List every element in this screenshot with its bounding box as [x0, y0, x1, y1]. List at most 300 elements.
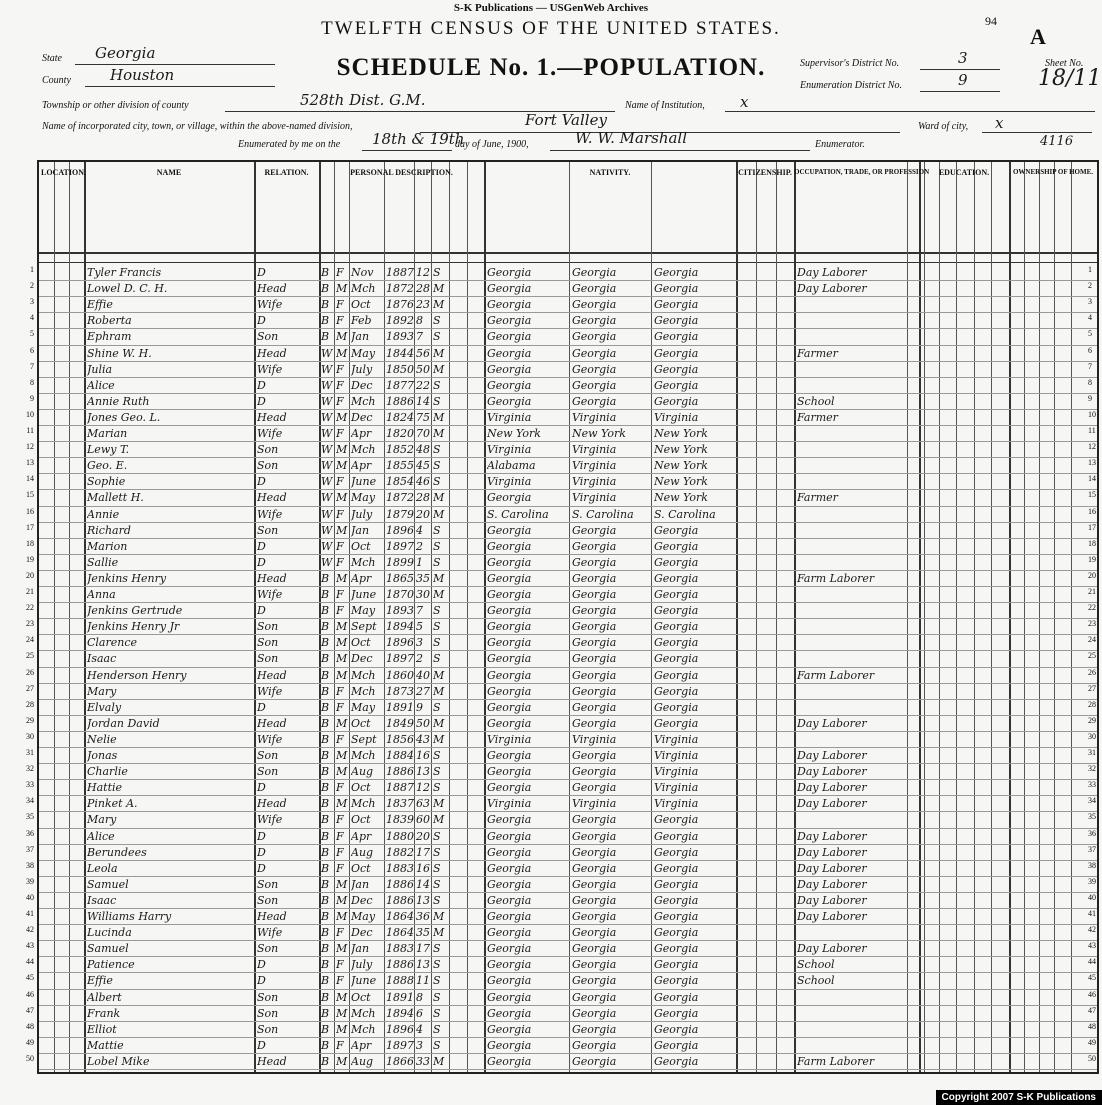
- cell-fb: Georgia: [572, 362, 617, 376]
- cell-ms: S: [433, 330, 441, 344]
- row-number: 4: [30, 313, 34, 323]
- table-row: [39, 265, 1097, 281]
- row-number: 42: [26, 925, 34, 935]
- cell-race: W: [321, 555, 333, 569]
- cell-mo: June: [351, 974, 377, 988]
- institution-label: Name of Institution,: [625, 100, 705, 111]
- cell-occ: School: [797, 958, 835, 972]
- table-row: [39, 539, 1097, 555]
- row-number: 10: [26, 409, 34, 419]
- header-location: LOCATION.: [41, 168, 86, 177]
- row-number-right: 28: [1088, 699, 1096, 709]
- cell-mb: Georgia: [654, 893, 699, 907]
- cell-mo: Mch: [351, 1006, 376, 1020]
- cell-ms: M: [433, 910, 445, 923]
- cell-fb: Georgia: [572, 893, 617, 907]
- cell-mb: Georgia: [654, 523, 699, 537]
- cell-sex: M: [336, 523, 348, 537]
- cell-sex: F: [336, 555, 344, 569]
- cell-fb: Georgia: [572, 1006, 617, 1020]
- cell-pb: Georgia: [487, 588, 532, 601]
- cell-pb: Georgia: [487, 1038, 532, 1052]
- cell-occ: Day Laborer: [797, 861, 867, 875]
- row-number-right: 36: [1088, 828, 1096, 838]
- cell-name: Geo. E.: [87, 459, 128, 473]
- cell-mb: Virginia: [654, 732, 699, 746]
- county-label: County: [42, 75, 71, 86]
- cell-rel: Wife: [257, 813, 283, 827]
- cell-mb: Georgia: [654, 266, 699, 279]
- cell-age: 13: [416, 958, 430, 972]
- table-row: [39, 668, 1097, 684]
- cell-yr: 1888: [386, 974, 414, 988]
- table-row: [39, 893, 1097, 909]
- cell-ms: S: [433, 1038, 441, 1052]
- cell-race: W: [321, 427, 333, 440]
- row-number-right: 7: [1088, 361, 1092, 371]
- cell-fb: Georgia: [572, 555, 617, 569]
- cell-yr: 1891: [386, 990, 414, 1004]
- cell-mb: Georgia: [654, 588, 699, 601]
- cell-name: Tyler Francis: [87, 266, 162, 279]
- row-number: 17: [26, 522, 34, 532]
- cell-sex: M: [336, 1006, 348, 1020]
- cell-age: 46: [416, 475, 430, 489]
- row-number-right: 21: [1088, 587, 1096, 596]
- row-number-right: 31: [1088, 748, 1096, 757]
- table-row: [39, 313, 1097, 329]
- cell-ms: M: [433, 716, 445, 730]
- cell-mb: New York: [654, 475, 708, 489]
- cell-age: 70: [416, 427, 430, 440]
- row-number: 40: [26, 892, 34, 902]
- cell-fb: Georgia: [572, 298, 617, 312]
- cell-mb: Georgia: [654, 958, 699, 972]
- cell-mb: Georgia: [654, 604, 699, 618]
- cell-pb: Georgia: [487, 877, 532, 891]
- table-row: [39, 829, 1097, 845]
- cell-name: Berundees: [87, 845, 147, 859]
- cell-occ: Day Laborer: [797, 942, 867, 956]
- cell-race: B: [321, 1054, 330, 1068]
- cell-rel: Head: [257, 668, 287, 682]
- cell-sex: F: [336, 427, 344, 440]
- cell-mo: Sept: [351, 732, 377, 746]
- cell-occ: Farm Laborer: [797, 1054, 875, 1068]
- cell-pb: Georgia: [487, 700, 532, 714]
- cell-sex: F: [336, 475, 344, 489]
- cell-yr: 1872: [386, 491, 414, 505]
- cell-yr: 1886: [386, 765, 414, 779]
- cell-fb: Georgia: [572, 539, 617, 553]
- cell-sex: M: [336, 990, 348, 1004]
- row-number-right: 12: [1088, 442, 1096, 452]
- cell-rel: Head: [257, 1054, 287, 1068]
- cell-yr: 1870: [386, 588, 414, 601]
- cell-race: B: [321, 829, 330, 843]
- cell-occ: Day Laborer: [797, 845, 867, 859]
- cell-rel: Wife: [257, 588, 283, 601]
- cell-mb: Georgia: [654, 829, 699, 843]
- cell-sex: F: [336, 684, 344, 698]
- cell-mb: Georgia: [654, 990, 699, 1004]
- cell-fb: Georgia: [572, 829, 617, 843]
- cell-mo: Mch: [351, 555, 376, 569]
- enumerator-name: W. W. Marshall: [575, 129, 688, 147]
- cell-pb: Virginia: [487, 443, 532, 457]
- cell-rel: D: [257, 958, 266, 972]
- cell-pb: Georgia: [487, 620, 532, 634]
- cell-rel: Son: [257, 1006, 279, 1020]
- cell-mb: Georgia: [654, 314, 699, 328]
- cell-race: B: [321, 797, 330, 811]
- cell-rel: Son: [257, 330, 279, 344]
- cell-occ: Farm Laborer: [797, 668, 875, 682]
- row-number: 14: [26, 474, 34, 484]
- cell-mb: Georgia: [654, 700, 699, 714]
- cell-sex: M: [336, 765, 348, 779]
- cell-race: B: [321, 1038, 330, 1052]
- cell-ms: S: [433, 700, 441, 714]
- cell-ms: S: [433, 555, 441, 569]
- cell-sex: F: [336, 974, 344, 988]
- row-number: 24: [26, 635, 34, 645]
- cell-yr: 1883: [386, 861, 414, 875]
- cell-mb: Georgia: [654, 1054, 699, 1068]
- cell-age: 33: [416, 1054, 430, 1068]
- cell-age: 4: [416, 523, 423, 537]
- cell-name: Effie: [87, 974, 113, 988]
- cell-pb: Georgia: [487, 378, 532, 392]
- cell-race: B: [321, 1006, 330, 1020]
- cell-mo: Oct: [351, 716, 371, 730]
- cell-race: W: [321, 410, 333, 424]
- table-row: [39, 507, 1097, 523]
- cell-fb: Georgia: [572, 910, 617, 923]
- table-row: [39, 812, 1097, 828]
- cell-mo: July: [351, 958, 373, 972]
- cell-mo: Jan: [351, 942, 370, 956]
- cell-mb: Georgia: [654, 1022, 699, 1036]
- cell-yr: 1886: [386, 877, 414, 891]
- cell-yr: 1839: [386, 813, 414, 827]
- cell-fb: Georgia: [572, 652, 617, 666]
- cell-name: Pinket A.: [87, 797, 138, 811]
- cell-occ: Day Laborer: [797, 765, 867, 779]
- cell-rel: D: [257, 314, 266, 328]
- cell-name: Jones Geo. L.: [87, 410, 161, 424]
- cell-name: Patience: [87, 958, 135, 972]
- row-number: 13: [26, 458, 34, 468]
- cell-fb: Georgia: [572, 266, 617, 279]
- cell-yr: 1852: [386, 443, 414, 457]
- cell-name: Samuel: [87, 877, 129, 891]
- cell-fb: Georgia: [572, 314, 617, 328]
- cell-sex: M: [336, 443, 348, 457]
- cell-age: 28: [416, 491, 430, 505]
- cell-age: 35: [416, 571, 430, 585]
- cell-rel: Son: [257, 443, 279, 457]
- cell-mo: May: [351, 910, 376, 923]
- cell-pb: Georgia: [487, 652, 532, 666]
- cell-sex: M: [336, 652, 348, 666]
- row-number: 20: [26, 570, 34, 580]
- row-number-right: 32: [1088, 764, 1096, 774]
- cell-rel: Wife: [257, 507, 283, 521]
- row-number: 36: [26, 828, 34, 838]
- cell-race: B: [321, 845, 330, 859]
- cell-sex: F: [336, 539, 344, 553]
- row-number-right: 4: [1088, 313, 1092, 323]
- cell-rel: Son: [257, 942, 279, 956]
- cell-yr: 1886: [386, 394, 414, 408]
- cell-sex: F: [336, 394, 344, 408]
- cell-race: B: [321, 861, 330, 875]
- table-row: [39, 523, 1097, 539]
- cell-age: 6: [416, 1006, 423, 1020]
- cell-occ: Day Laborer: [797, 910, 867, 923]
- cell-mo: Oct: [351, 781, 371, 795]
- cell-name: Albert: [87, 990, 122, 1004]
- row-number-right: 24: [1088, 635, 1096, 645]
- cell-age: 11: [416, 974, 430, 988]
- cell-ms: M: [433, 346, 445, 360]
- supervisor-value: 3: [958, 49, 968, 67]
- cell-ms: S: [433, 845, 441, 859]
- row-number-right: 41: [1088, 909, 1096, 918]
- cell-fb: Virginia: [572, 797, 617, 811]
- cell-age: 40: [416, 668, 430, 682]
- cell-name: Sophie: [87, 475, 126, 489]
- row-number: 25: [26, 651, 34, 661]
- cell-sex: F: [336, 266, 344, 279]
- cell-pb: Georgia: [487, 266, 532, 279]
- row-number-right: 48: [1088, 1021, 1096, 1031]
- cell-pb: Alabama: [487, 459, 536, 473]
- cell-age: 3: [416, 1038, 423, 1052]
- cell-mb: Georgia: [654, 555, 699, 569]
- cell-mo: Apr: [351, 427, 372, 440]
- cell-sex: F: [336, 378, 344, 392]
- cell-age: 50: [416, 362, 430, 376]
- cell-mb: Georgia: [654, 394, 699, 408]
- cell-age: 2: [416, 539, 423, 553]
- cell-ms: S: [433, 314, 441, 328]
- cell-pb: Virginia: [487, 475, 532, 489]
- cell-mo: Dec: [351, 410, 373, 424]
- cell-mb: New York: [654, 427, 708, 440]
- cell-mb: Georgia: [654, 877, 699, 891]
- row-number-right: 34: [1088, 796, 1096, 806]
- cell-pb: Georgia: [487, 491, 532, 505]
- table-row: [39, 587, 1097, 603]
- row-number-right: 5: [1088, 329, 1092, 339]
- table-row: [39, 861, 1097, 877]
- cell-fb: New York: [572, 427, 626, 440]
- cell-name: Richard: [87, 523, 131, 537]
- cell-sex: M: [336, 282, 348, 296]
- cell-rel: Wife: [257, 926, 283, 940]
- cell-yr: 1891: [386, 700, 414, 714]
- cell-age: 7: [416, 604, 423, 618]
- row-number: 39: [26, 876, 34, 886]
- cell-occ: Farmer: [797, 346, 838, 360]
- header-personal: PERSONAL DESCRIPTION.: [350, 168, 453, 177]
- cell-age: 43: [416, 732, 430, 746]
- cell-occ: Day Laborer: [797, 282, 867, 296]
- cell-yr: 1887: [386, 781, 414, 795]
- cell-fb: Georgia: [572, 845, 617, 859]
- cell-sex: M: [336, 620, 348, 634]
- cell-name: Roberta: [87, 314, 132, 328]
- cell-ms: S: [433, 990, 441, 1004]
- cell-race: B: [321, 990, 330, 1004]
- cell-age: 8: [416, 990, 423, 1004]
- cell-fb: Virginia: [572, 475, 617, 489]
- cell-fb: Virginia: [572, 443, 617, 457]
- row-number: 35: [26, 812, 34, 822]
- row-number-right: 49: [1088, 1037, 1096, 1047]
- cell-rel: Son: [257, 1022, 279, 1036]
- cell-sex: F: [336, 861, 344, 875]
- cell-sex: M: [336, 942, 348, 956]
- table-row: [39, 990, 1097, 1006]
- cell-name: Elliot: [87, 1022, 117, 1036]
- cell-race: B: [321, 700, 330, 714]
- cell-mb: Virginia: [654, 765, 699, 779]
- cell-fb: Georgia: [572, 394, 617, 408]
- cell-yr: 1873: [386, 684, 414, 698]
- row-number-right: 38: [1088, 860, 1096, 870]
- row-number: 1: [30, 265, 34, 274]
- cell-yr: 1897: [386, 1038, 414, 1052]
- cell-rel: Head: [257, 571, 287, 585]
- cell-occ: School: [797, 974, 835, 988]
- cell-age: 14: [416, 394, 430, 408]
- cell-mo: Nov: [351, 266, 374, 279]
- cell-mo: Oct: [351, 990, 371, 1004]
- cell-race: B: [321, 765, 330, 779]
- row-number-right: 1: [1088, 265, 1092, 274]
- cell-ms: S: [433, 749, 441, 762]
- cell-mo: Mch: [351, 443, 376, 457]
- cell-yr: 1865: [386, 571, 414, 585]
- row-number: 16: [26, 506, 34, 516]
- cell-mb: Georgia: [654, 1038, 699, 1052]
- row-number: 5: [30, 329, 34, 339]
- cell-race: B: [321, 668, 330, 682]
- row-number-right: 13: [1088, 458, 1096, 468]
- cell-rel: Wife: [257, 732, 283, 746]
- cell-race: B: [321, 910, 330, 923]
- cell-fb: Georgia: [572, 684, 617, 698]
- cell-rel: Son: [257, 652, 279, 666]
- cell-mb: Georgia: [654, 942, 699, 956]
- cell-name: Isaac: [87, 893, 117, 907]
- cell-race: B: [321, 813, 330, 827]
- cell-sex: F: [336, 781, 344, 795]
- cell-fb: Georgia: [572, 861, 617, 875]
- cell-mb: Georgia: [654, 861, 699, 875]
- cell-fb: Georgia: [572, 604, 617, 618]
- cell-pb: Georgia: [487, 668, 532, 682]
- cell-ms: M: [433, 732, 445, 746]
- row-number: 49: [26, 1037, 34, 1047]
- cell-occ: School: [797, 394, 835, 408]
- cell-race: B: [321, 330, 330, 344]
- supervisor-label: Supervisor's District No.: [800, 58, 900, 69]
- cell-name: Ephram: [87, 330, 132, 344]
- cell-mb: Virginia: [654, 797, 699, 811]
- row-number: 9: [30, 393, 34, 403]
- cell-rel: Head: [257, 797, 287, 811]
- cell-occ: Day Laborer: [797, 893, 867, 907]
- cell-rel: D: [257, 539, 266, 553]
- cell-mo: Apr: [351, 1038, 372, 1052]
- township-value: 528th Dist. G.M.: [300, 91, 426, 109]
- cell-yr: 1860: [386, 668, 414, 682]
- cell-rel: Head: [257, 282, 287, 296]
- city-value: Fort Valley: [525, 111, 607, 129]
- cell-occ: Day Laborer: [797, 877, 867, 891]
- cell-name: Clarence: [87, 636, 138, 650]
- cell-pb: Georgia: [487, 974, 532, 988]
- cell-ms: M: [433, 588, 445, 601]
- cell-name: Anna: [87, 588, 116, 601]
- cell-mo: Aug: [351, 765, 374, 779]
- cell-fb: Georgia: [572, 974, 617, 988]
- row-number: 29: [26, 715, 34, 725]
- cell-age: 30: [416, 588, 430, 601]
- table-row: [39, 1054, 1097, 1070]
- cell-ms: S: [433, 974, 441, 988]
- cell-name: Mallett H.: [87, 491, 144, 505]
- row-number-right: 17: [1088, 522, 1096, 532]
- cell-name: Julia: [87, 362, 113, 376]
- cell-rel: D: [257, 378, 266, 392]
- table-row: [39, 362, 1097, 378]
- cell-fb: Georgia: [572, 942, 617, 956]
- cell-yr: 1883: [386, 942, 414, 956]
- cell-rel: Son: [257, 523, 279, 537]
- row-number-right: 42: [1088, 925, 1096, 935]
- cell-mo: Dec: [351, 926, 373, 940]
- cell-name: Charlie: [87, 765, 128, 779]
- cell-sex: M: [336, 910, 348, 923]
- cell-mo: Dec: [351, 652, 373, 666]
- cell-name: Lucinda: [87, 926, 132, 940]
- cell-age: 17: [416, 942, 430, 956]
- row-number: 26: [26, 667, 34, 677]
- cell-pb: Georgia: [487, 684, 532, 698]
- cell-sex: F: [336, 845, 344, 859]
- row-number-right: 45: [1088, 973, 1096, 983]
- cell-ms: M: [433, 1054, 445, 1068]
- cell-name: Shine W. H.: [87, 346, 152, 360]
- corner-number: 4116: [1040, 134, 1074, 149]
- cell-rel: Head: [257, 716, 287, 730]
- header-name: NAME: [156, 168, 182, 177]
- cell-sex: F: [336, 507, 344, 521]
- cell-pb: Georgia: [487, 1006, 532, 1020]
- cell-sex: M: [336, 1022, 348, 1036]
- cell-pb: Georgia: [487, 910, 532, 923]
- cell-ms: M: [433, 491, 445, 505]
- cell-race: W: [321, 523, 333, 537]
- row-number: 19: [26, 554, 34, 564]
- cell-pb: Georgia: [487, 346, 532, 360]
- cell-race: W: [321, 362, 333, 376]
